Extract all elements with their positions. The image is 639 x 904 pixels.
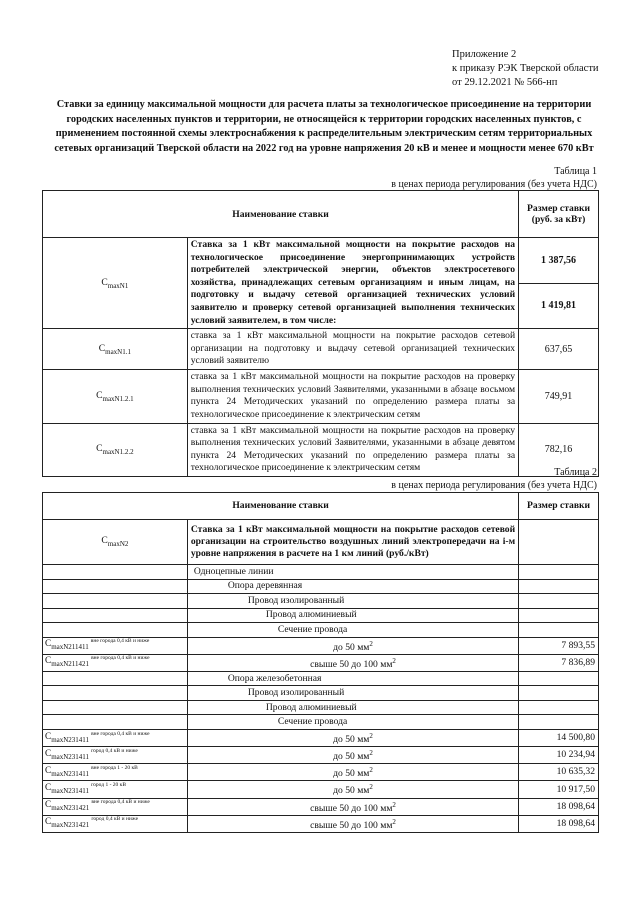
rate-value: 1 387,56 xyxy=(519,238,599,284)
wire-section: Сечение провода xyxy=(187,715,518,730)
rate-description: Ставка за 1 кВт максимальной мощности на покрытие расходов сетевой организации на строительство воздушных линий электропередачи на i-м уровне напряжения в расчете на 1 км линий (руб./кВт) xyxy=(187,520,518,565)
pole-type: Опора железобетонная xyxy=(187,671,518,686)
table2 xyxy=(42,492,599,833)
rate-code: $С_{maxN1.2.2}$ xyxy=(43,423,188,476)
pole-type: Опора деревянная xyxy=(187,579,518,594)
rate-value: 10 917,50 xyxy=(519,781,599,798)
table1-label: Таблица 1 xyxy=(554,166,597,177)
table-row xyxy=(43,815,599,832)
rate-description: ставка за 1 кВт максимальной мощности на покрытие расходов на проверку выполнения технических условий Заявителями, указанными в абзаце восьмом пункта 24 Методических указаний по определению размера платы за технологическое присоединение к электрическим сетям xyxy=(187,370,518,423)
rate-description: свыше 50 до 100 $мм^2$ xyxy=(187,798,518,815)
rate-value xyxy=(519,520,599,565)
table-row xyxy=(43,729,599,746)
rate-description: Ставка за 1 кВт максимальной мощности на покрытие расходов на технологическое присоединение энергопринимающих устройств потребителей электрической энергии, объектов электросетевого хозяйства, принадлежащих сетевым организациям и иным лицам, на подготовку и выдачу сетевой организацией технических условий заявителю и проверку сетевой организацией выполнения технических условий заявителем, в том числе: xyxy=(187,238,518,329)
rate-description: до 50 $мм^2$ xyxy=(187,764,518,781)
rate-description: до 50 $мм^2$ xyxy=(187,637,518,654)
wire-material: Провод алюминиевый xyxy=(187,700,518,715)
table-row xyxy=(43,764,599,781)
rate-value: 637,65 xyxy=(519,329,599,370)
table1-header-rate: Размер ставки (руб. за кВт) xyxy=(519,191,599,238)
rate-description: ставка за 1 кВт максимальной мощности на покрытие расходов сетевой организации на подготовку и выдачу сетевой организацией технических условий заявителю xyxy=(187,329,518,370)
appendix-line: Приложение 2 xyxy=(452,49,517,60)
table-row xyxy=(43,654,599,671)
rate-code: $С_{maxN2}$ xyxy=(43,520,188,565)
table-row xyxy=(43,781,599,798)
rate-code: $С_{maxN231421}город$ 0,4 кВ и ниже xyxy=(43,815,188,832)
table1-prices-note: в ценах периода регулирования (без учета НДС) xyxy=(391,178,597,190)
wire-type: Провод изолированный xyxy=(187,686,518,701)
rate-description: до 50 $мм^2$ xyxy=(187,729,518,746)
rate-code: $С_{maxN231411}город$ 0,4 кВ и ниже xyxy=(43,747,188,764)
line-type: Одноцепные линии xyxy=(187,565,518,580)
rate-code: $С_{maxN1.1}$ xyxy=(43,329,188,370)
rate-code: $С_{maxN1}$ xyxy=(43,238,188,329)
rate-code: $С_{maxN211421}вне$ города 0,4 кВ и ниже xyxy=(43,654,188,671)
appendix-line: к приказу РЭК Тверской области xyxy=(452,63,599,74)
table2-header-name: Наименование ставки xyxy=(43,493,519,520)
rate-code: $С_{maxN231411}город$ 1 - 20 кВ xyxy=(43,781,188,798)
wire-type: Провод изолированный xyxy=(187,594,518,609)
rate-value: 7 893,55 xyxy=(519,637,599,654)
table1-header-name: Наименование ставки xyxy=(43,191,519,238)
appendix-line: от 29.12.2021 № 566-нп xyxy=(452,77,558,88)
rate-value: 749,91 xyxy=(519,370,599,423)
rate-value: 18 098,64 xyxy=(519,798,599,815)
rate-description: ставка за 1 кВт максимальной мощности на покрытие расходов на проверку выполнения технических условий Заявителями, указанными в абзаце девятом пункта 24 Методических указаний по определению размера платы за технологическое присоединение к электрическим сетям xyxy=(187,423,518,476)
rate-code: $С_{maxN231421}вне$ города 0,4 кВ и ниже xyxy=(43,798,188,815)
table1 xyxy=(42,190,599,477)
rate-code: $С_{maxN231411}вне$ города 1 - 20 кВ xyxy=(43,764,188,781)
rate-value: 10 234,94 xyxy=(519,747,599,764)
table2-label: Таблица 2 xyxy=(554,467,597,478)
rate-description: свыше 50 до 100 $мм^2$ xyxy=(187,815,518,832)
rate-code: $С_{maxN1.2.1}$ xyxy=(43,370,188,423)
rate-description: свыше 50 до 100 $мм^2$ xyxy=(187,654,518,671)
rate-value: 7 836,89 xyxy=(519,654,599,671)
wire-material: Провод алюминиевый xyxy=(187,608,518,623)
rate-value: 14 500,80 xyxy=(519,729,599,746)
rate-description: до 50 $мм^2$ xyxy=(187,781,518,798)
table2-header-rate: Размер ставки xyxy=(519,493,599,520)
table2-label-block xyxy=(391,467,597,492)
appendix-block xyxy=(452,48,599,90)
document-title: Ставки за единицу максимальной мощности для расчета платы за технологическое присоединение на территории городских населенных пунктов и территории, не относящейся к территории городских населенных пунктов, с применением постоянной схемы электроснабжения к распределительным электрическим сетям территориальных сетевых организаций Тверской области на 2022 год на уровне напряжения 20 кВ и менее и мощности менее 670 кВт xyxy=(54,99,594,154)
rate-value: 782,16 xyxy=(519,423,599,476)
table-row xyxy=(43,798,599,815)
rate-value: 1 419,81 xyxy=(519,283,599,329)
table-row xyxy=(43,637,599,654)
table2-prices-note: в ценах периода регулирования (без учета НДС) xyxy=(391,479,597,491)
table-row xyxy=(43,747,599,764)
rate-value: 10 635,32 xyxy=(519,764,599,781)
rate-code: $С_{maxN231411}вне$ города 0,4 кВ и ниже xyxy=(43,729,188,746)
wire-section: Сечение провода xyxy=(187,623,518,638)
rate-code: $С_{maxN211411}вне$ города 0,4 кВ и ниже xyxy=(43,637,188,654)
table1-label-block xyxy=(391,166,597,191)
rate-description: до 50 $мм^2$ xyxy=(187,747,518,764)
rate-value: 18 098,64 xyxy=(519,815,599,832)
